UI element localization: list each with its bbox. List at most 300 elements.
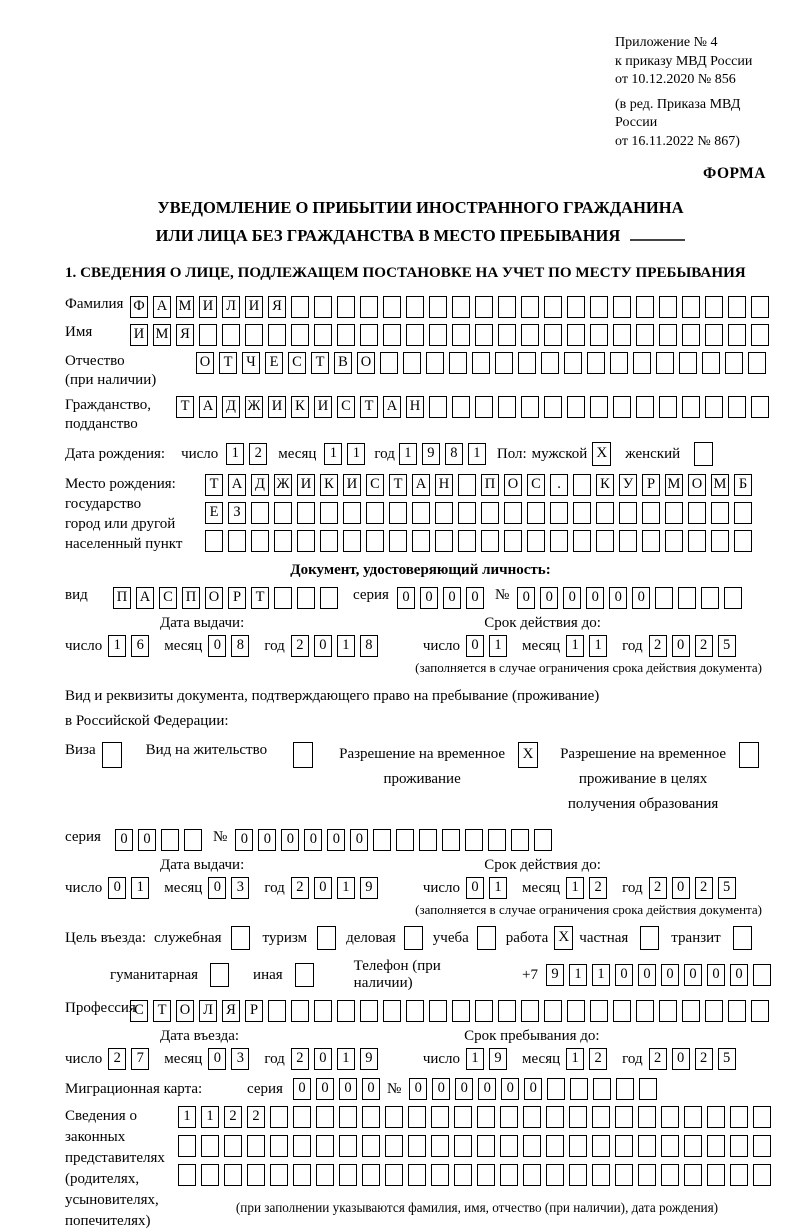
char-cell[interactable] <box>293 1164 311 1186</box>
char-cell[interactable] <box>373 829 391 851</box>
char-cell[interactable]: 2 <box>249 443 267 465</box>
char-cell[interactable]: Н <box>406 396 424 418</box>
char-cell[interactable] <box>389 502 407 524</box>
char-cell[interactable] <box>339 1135 357 1157</box>
char-cell[interactable] <box>521 1000 539 1022</box>
char-cell[interactable] <box>564 352 582 374</box>
char-cell[interactable] <box>205 530 223 552</box>
char-cell[interactable] <box>385 1106 403 1128</box>
char-cell[interactable] <box>684 1135 702 1157</box>
purpose-checkbox[interactable] <box>477 926 496 950</box>
char-cell[interactable]: 2 <box>649 635 667 657</box>
char-cell[interactable] <box>488 829 506 851</box>
char-cell[interactable] <box>682 1000 700 1022</box>
char-cell[interactable]: 1 <box>337 635 355 657</box>
char-cell[interactable] <box>705 296 723 318</box>
char-cell[interactable] <box>636 296 654 318</box>
char-cell[interactable]: 2 <box>649 877 667 899</box>
char-cell[interactable] <box>544 1000 562 1022</box>
char-cell[interactable] <box>613 1000 631 1022</box>
char-cell[interactable]: 0 <box>281 829 299 851</box>
char-cell[interactable]: 2 <box>649 1048 667 1070</box>
char-cell[interactable] <box>730 1164 748 1186</box>
char-cell[interactable]: Т <box>205 474 223 496</box>
char-cell[interactable]: 1 <box>489 635 507 657</box>
char-cell[interactable]: П <box>113 587 131 609</box>
char-cell[interactable] <box>619 502 637 524</box>
char-cell[interactable] <box>465 829 483 851</box>
purpose-checkbox[interactable] <box>404 926 423 950</box>
char-cell[interactable] <box>475 324 493 346</box>
char-cell[interactable]: 1 <box>131 877 149 899</box>
char-cell[interactable] <box>613 324 631 346</box>
char-cell[interactable]: Т <box>153 1000 171 1022</box>
char-cell[interactable]: В <box>334 352 352 374</box>
char-cell[interactable] <box>590 296 608 318</box>
char-cell[interactable] <box>615 1106 633 1128</box>
char-cell[interactable]: 1 <box>108 635 126 657</box>
char-cell[interactable]: 0 <box>586 587 604 609</box>
char-cell[interactable]: 0 <box>304 829 322 851</box>
char-cell[interactable]: 2 <box>291 1048 309 1070</box>
char-cell[interactable] <box>544 396 562 418</box>
char-cell[interactable]: 0 <box>397 587 415 609</box>
char-cell[interactable] <box>682 296 700 318</box>
char-cell[interactable]: С <box>337 396 355 418</box>
char-cell[interactable]: Я <box>222 1000 240 1022</box>
char-cell[interactable] <box>498 396 516 418</box>
char-cell[interactable] <box>590 396 608 418</box>
char-cell[interactable] <box>724 587 742 609</box>
char-cell[interactable] <box>274 530 292 552</box>
char-cell[interactable] <box>550 530 568 552</box>
char-cell[interactable]: И <box>314 396 332 418</box>
visa-checkbox[interactable] <box>102 742 122 768</box>
char-cell[interactable]: 8 <box>445 443 463 465</box>
char-cell[interactable] <box>406 324 424 346</box>
char-cell[interactable]: И <box>297 474 315 496</box>
char-cell[interactable]: Д <box>222 396 240 418</box>
char-cell[interactable] <box>337 324 355 346</box>
char-cell[interactable]: 0 <box>138 829 156 851</box>
char-cell[interactable]: 0 <box>638 964 656 986</box>
char-cell[interactable] <box>339 1106 357 1128</box>
char-cell[interactable] <box>314 1000 332 1022</box>
char-cell[interactable] <box>527 530 545 552</box>
char-cell[interactable] <box>753 1135 771 1157</box>
char-cell[interactable]: 0 <box>684 964 702 986</box>
char-cell[interactable]: 0 <box>350 829 368 851</box>
char-cell[interactable] <box>184 829 202 851</box>
char-cell[interactable] <box>360 1000 378 1022</box>
char-cell[interactable] <box>661 1106 679 1128</box>
char-cell[interactable]: 1 <box>592 964 610 986</box>
char-cell[interactable] <box>636 324 654 346</box>
char-cell[interactable]: 3 <box>231 1048 249 1070</box>
char-cell[interactable] <box>383 296 401 318</box>
char-cell[interactable] <box>642 502 660 524</box>
char-cell[interactable] <box>544 296 562 318</box>
purpose-checkbox[interactable]: X <box>554 926 573 950</box>
char-cell[interactable] <box>320 530 338 552</box>
char-cell[interactable] <box>521 324 539 346</box>
char-cell[interactable] <box>550 502 568 524</box>
char-cell[interactable] <box>293 1106 311 1128</box>
char-cell[interactable]: 0 <box>524 1078 542 1100</box>
purpose-checkbox[interactable] <box>231 926 250 950</box>
char-cell[interactable] <box>481 502 499 524</box>
char-cell[interactable] <box>748 352 766 374</box>
char-cell[interactable] <box>251 530 269 552</box>
char-cell[interactable] <box>527 502 545 524</box>
char-cell[interactable]: Р <box>245 1000 263 1022</box>
char-cell[interactable] <box>638 1106 656 1128</box>
char-cell[interactable] <box>452 1000 470 1022</box>
char-cell[interactable] <box>728 1000 746 1022</box>
char-cell[interactable]: С <box>527 474 545 496</box>
char-cell[interactable]: С <box>159 587 177 609</box>
char-cell[interactable] <box>751 1000 769 1022</box>
char-cell[interactable]: К <box>596 474 614 496</box>
char-cell[interactable]: 0 <box>409 1078 427 1100</box>
char-cell[interactable]: 0 <box>609 587 627 609</box>
char-cell[interactable]: Е <box>265 352 283 374</box>
char-cell[interactable]: Т <box>176 396 194 418</box>
char-cell[interactable] <box>291 324 309 346</box>
char-cell[interactable] <box>639 1078 657 1100</box>
char-cell[interactable] <box>297 530 315 552</box>
char-cell[interactable] <box>659 396 677 418</box>
char-cell[interactable]: 2 <box>695 1048 713 1070</box>
char-cell[interactable] <box>688 530 706 552</box>
char-cell[interactable] <box>449 352 467 374</box>
char-cell[interactable]: Л <box>199 1000 217 1022</box>
sex-female-checkbox[interactable] <box>694 442 713 466</box>
char-cell[interactable]: Ф <box>130 296 148 318</box>
char-cell[interactable] <box>701 587 719 609</box>
char-cell[interactable]: 9 <box>360 877 378 899</box>
char-cell[interactable] <box>454 1164 472 1186</box>
char-cell[interactable]: Т <box>219 352 237 374</box>
char-cell[interactable] <box>753 1106 771 1128</box>
char-cell[interactable] <box>477 1106 495 1128</box>
char-cell[interactable]: 1 <box>589 635 607 657</box>
char-cell[interactable] <box>587 352 605 374</box>
char-cell[interactable] <box>546 1106 564 1128</box>
char-cell[interactable] <box>316 1106 334 1128</box>
purpose-checkbox[interactable] <box>640 926 659 950</box>
char-cell[interactable]: 0 <box>208 635 226 657</box>
char-cell[interactable] <box>655 587 673 609</box>
char-cell[interactable] <box>659 324 677 346</box>
char-cell[interactable] <box>590 324 608 346</box>
char-cell[interactable]: 1 <box>569 964 587 986</box>
char-cell[interactable]: 1 <box>468 443 486 465</box>
char-cell[interactable] <box>636 396 654 418</box>
char-cell[interactable] <box>454 1135 472 1157</box>
char-cell[interactable]: Д <box>251 474 269 496</box>
char-cell[interactable]: 0 <box>517 587 535 609</box>
char-cell[interactable]: С <box>288 352 306 374</box>
purpose-checkbox[interactable] <box>210 963 229 987</box>
char-cell[interactable] <box>498 324 516 346</box>
char-cell[interactable] <box>498 1000 516 1022</box>
char-cell[interactable]: 0 <box>443 587 461 609</box>
char-cell[interactable] <box>569 1106 587 1128</box>
char-cell[interactable] <box>592 1135 610 1157</box>
char-cell[interactable] <box>613 296 631 318</box>
char-cell[interactable] <box>661 1135 679 1157</box>
char-cell[interactable]: 0 <box>466 587 484 609</box>
char-cell[interactable] <box>408 1135 426 1157</box>
char-cell[interactable]: П <box>481 474 499 496</box>
char-cell[interactable] <box>458 502 476 524</box>
char-cell[interactable] <box>495 352 513 374</box>
char-cell[interactable]: С <box>130 1000 148 1022</box>
char-cell[interactable] <box>419 829 437 851</box>
char-cell[interactable] <box>429 324 447 346</box>
char-cell[interactable] <box>615 1164 633 1186</box>
char-cell[interactable] <box>511 829 529 851</box>
char-cell[interactable]: 0 <box>632 587 650 609</box>
char-cell[interactable]: О <box>688 474 706 496</box>
char-cell[interactable]: 1 <box>201 1106 219 1128</box>
char-cell[interactable] <box>616 1078 634 1100</box>
char-cell[interactable]: 1 <box>566 877 584 899</box>
char-cell[interactable] <box>573 474 591 496</box>
char-cell[interactable] <box>707 1135 725 1157</box>
char-cell[interactable]: 2 <box>589 877 607 899</box>
char-cell[interactable] <box>452 396 470 418</box>
char-cell[interactable] <box>633 352 651 374</box>
char-cell[interactable] <box>573 530 591 552</box>
char-cell[interactable]: 0 <box>661 964 679 986</box>
char-cell[interactable] <box>615 1135 633 1157</box>
char-cell[interactable] <box>314 296 332 318</box>
char-cell[interactable] <box>475 1000 493 1022</box>
char-cell[interactable]: 1 <box>347 443 365 465</box>
char-cell[interactable] <box>753 1164 771 1186</box>
char-cell[interactable]: 1 <box>566 635 584 657</box>
char-cell[interactable] <box>500 1164 518 1186</box>
char-cell[interactable] <box>642 530 660 552</box>
char-cell[interactable] <box>504 530 522 552</box>
char-cell[interactable] <box>412 502 430 524</box>
char-cell[interactable]: А <box>136 587 154 609</box>
char-cell[interactable]: 0 <box>115 829 133 851</box>
char-cell[interactable]: 0 <box>478 1078 496 1100</box>
char-cell[interactable]: О <box>176 1000 194 1022</box>
char-cell[interactable]: 2 <box>247 1106 265 1128</box>
char-cell[interactable] <box>541 352 559 374</box>
char-cell[interactable]: 0 <box>362 1078 380 1100</box>
char-cell[interactable] <box>682 396 700 418</box>
char-cell[interactable] <box>753 964 771 986</box>
char-cell[interactable] <box>426 352 444 374</box>
char-cell[interactable]: 1 <box>566 1048 584 1070</box>
char-cell[interactable] <box>429 296 447 318</box>
char-cell[interactable] <box>705 1000 723 1022</box>
char-cell[interactable]: Т <box>311 352 329 374</box>
char-cell[interactable] <box>728 296 746 318</box>
char-cell[interactable]: 1 <box>466 1048 484 1070</box>
char-cell[interactable]: 0 <box>455 1078 473 1100</box>
char-cell[interactable] <box>178 1135 196 1157</box>
char-cell[interactable] <box>396 829 414 851</box>
char-cell[interactable]: 0 <box>730 964 748 986</box>
char-cell[interactable] <box>638 1135 656 1157</box>
char-cell[interactable] <box>224 1135 242 1157</box>
char-cell[interactable] <box>734 502 752 524</box>
char-cell[interactable] <box>320 587 338 609</box>
char-cell[interactable]: М <box>176 296 194 318</box>
char-cell[interactable] <box>383 324 401 346</box>
char-cell[interactable]: 0 <box>420 587 438 609</box>
char-cell[interactable]: 0 <box>707 964 725 986</box>
char-cell[interactable] <box>199 324 217 346</box>
char-cell[interactable]: Н <box>435 474 453 496</box>
char-cell[interactable] <box>682 324 700 346</box>
char-cell[interactable]: Е <box>205 502 223 524</box>
sex-male-checkbox[interactable]: X <box>592 442 611 466</box>
char-cell[interactable] <box>431 1135 449 1157</box>
temp-residence-checkbox[interactable]: X <box>518 742 538 768</box>
char-cell[interactable] <box>201 1135 219 1157</box>
char-cell[interactable] <box>521 396 539 418</box>
char-cell[interactable]: 5 <box>718 1048 736 1070</box>
char-cell[interactable] <box>270 1106 288 1128</box>
char-cell[interactable]: 0 <box>672 1048 690 1070</box>
char-cell[interactable] <box>314 324 332 346</box>
char-cell[interactable] <box>291 296 309 318</box>
char-cell[interactable]: П <box>182 587 200 609</box>
char-cell[interactable] <box>730 1106 748 1128</box>
char-cell[interactable] <box>406 1000 424 1022</box>
char-cell[interactable] <box>458 530 476 552</box>
char-cell[interactable]: Я <box>268 296 286 318</box>
char-cell[interactable]: Р <box>228 587 246 609</box>
char-cell[interactable] <box>245 324 263 346</box>
char-cell[interactable]: 0 <box>615 964 633 986</box>
char-cell[interactable] <box>684 1164 702 1186</box>
char-cell[interactable]: 0 <box>466 635 484 657</box>
char-cell[interactable] <box>573 502 591 524</box>
char-cell[interactable] <box>270 1164 288 1186</box>
char-cell[interactable] <box>638 1164 656 1186</box>
char-cell[interactable] <box>546 1164 564 1186</box>
char-cell[interactable] <box>343 502 361 524</box>
char-cell[interactable] <box>316 1135 334 1157</box>
char-cell[interactable]: И <box>130 324 148 346</box>
char-cell[interactable] <box>481 530 499 552</box>
char-cell[interactable]: Ч <box>242 352 260 374</box>
char-cell[interactable] <box>592 1106 610 1128</box>
char-cell[interactable] <box>452 324 470 346</box>
char-cell[interactable]: Ж <box>245 396 263 418</box>
char-cell[interactable]: 0 <box>235 829 253 851</box>
char-cell[interactable] <box>707 1106 725 1128</box>
char-cell[interactable] <box>751 324 769 346</box>
char-cell[interactable] <box>590 1000 608 1022</box>
char-cell[interactable]: 0 <box>293 1078 311 1100</box>
residence-permit-checkbox[interactable] <box>293 742 313 768</box>
char-cell[interactable]: А <box>383 396 401 418</box>
char-cell[interactable] <box>337 296 355 318</box>
char-cell[interactable]: О <box>504 474 522 496</box>
char-cell[interactable] <box>458 474 476 496</box>
char-cell[interactable]: М <box>665 474 683 496</box>
char-cell[interactable]: К <box>320 474 338 496</box>
char-cell[interactable] <box>711 502 729 524</box>
char-cell[interactable] <box>360 324 378 346</box>
char-cell[interactable]: 7 <box>131 1048 149 1070</box>
char-cell[interactable] <box>412 530 430 552</box>
char-cell[interactable]: И <box>268 396 286 418</box>
char-cell[interactable]: 9 <box>489 1048 507 1070</box>
char-cell[interactable] <box>293 1135 311 1157</box>
char-cell[interactable] <box>201 1164 219 1186</box>
char-cell[interactable] <box>435 502 453 524</box>
char-cell[interactable] <box>389 530 407 552</box>
char-cell[interactable] <box>546 1135 564 1157</box>
char-cell[interactable] <box>385 1164 403 1186</box>
purpose-checkbox[interactable] <box>295 963 314 987</box>
char-cell[interactable]: . <box>550 474 568 496</box>
char-cell[interactable] <box>596 530 614 552</box>
char-cell[interactable]: А <box>153 296 171 318</box>
char-cell[interactable]: И <box>245 296 263 318</box>
char-cell[interactable]: 0 <box>672 635 690 657</box>
char-cell[interactable] <box>751 396 769 418</box>
char-cell[interactable]: 3 <box>231 877 249 899</box>
char-cell[interactable]: 8 <box>231 635 249 657</box>
char-cell[interactable] <box>475 396 493 418</box>
char-cell[interactable] <box>472 352 490 374</box>
char-cell[interactable] <box>636 1000 654 1022</box>
char-cell[interactable] <box>339 1164 357 1186</box>
char-cell[interactable] <box>362 1106 380 1128</box>
char-cell[interactable]: 2 <box>291 877 309 899</box>
char-cell[interactable]: 0 <box>108 877 126 899</box>
char-cell[interactable] <box>454 1106 472 1128</box>
char-cell[interactable]: 2 <box>224 1106 242 1128</box>
char-cell[interactable] <box>570 1078 588 1100</box>
char-cell[interactable] <box>274 587 292 609</box>
char-cell[interactable]: 0 <box>339 1078 357 1100</box>
char-cell[interactable]: 2 <box>291 635 309 657</box>
char-cell[interactable]: 0 <box>316 1078 334 1100</box>
char-cell[interactable]: 1 <box>178 1106 196 1128</box>
char-cell[interactable] <box>366 530 384 552</box>
char-cell[interactable] <box>403 352 421 374</box>
char-cell[interactable]: 0 <box>501 1078 519 1100</box>
char-cell[interactable]: 8 <box>360 635 378 657</box>
char-cell[interactable]: У <box>619 474 637 496</box>
char-cell[interactable] <box>268 1000 286 1022</box>
char-cell[interactable] <box>435 530 453 552</box>
char-cell[interactable]: 1 <box>337 877 355 899</box>
char-cell[interactable] <box>725 352 743 374</box>
char-cell[interactable]: 1 <box>489 877 507 899</box>
char-cell[interactable]: О <box>196 352 214 374</box>
char-cell[interactable] <box>297 502 315 524</box>
char-cell[interactable]: 0 <box>466 877 484 899</box>
char-cell[interactable] <box>366 502 384 524</box>
char-cell[interactable] <box>613 396 631 418</box>
char-cell[interactable] <box>385 1135 403 1157</box>
char-cell[interactable] <box>711 530 729 552</box>
char-cell[interactable] <box>383 1000 401 1022</box>
